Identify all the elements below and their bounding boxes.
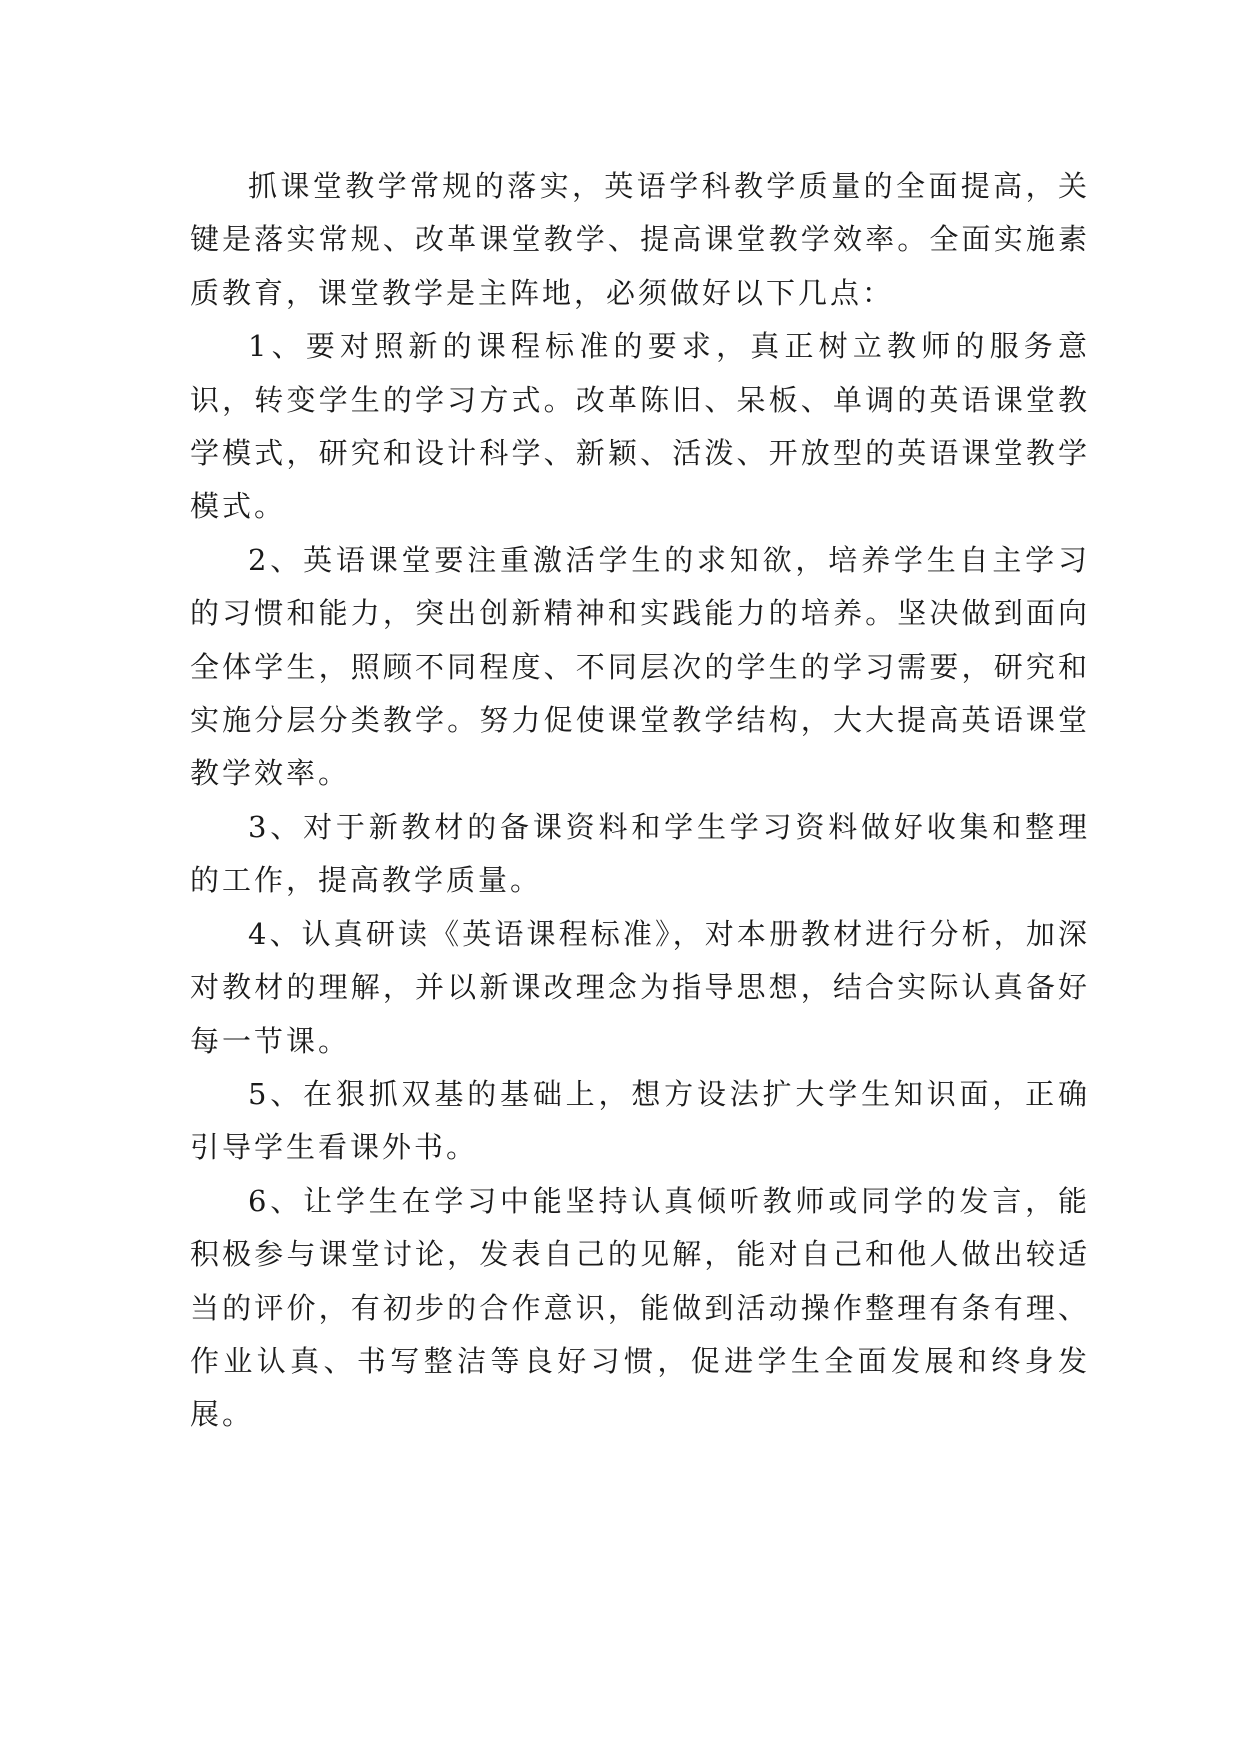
paragraph-item-4: 4、认真研读《英语课程标准》，对本册教材进行分析，加深对教材的理解，并以新课改理念为指导思想，结合实际认真备好每一节课。 [190,916,1090,1058]
paragraph-item-2: 2、英语课堂要注重激活学生的求知欲，培养学生自主学习的习惯和能力，突出创新精神和实践能力的培养。坚决做到面向全体学生，照顾不同程度、不同层次的学生的学习需要，研究和实施分层分类教学。努力促使课堂教学结构，大大提高英语课堂教学效率。 [190,542,1090,791]
document-body [190,160,1090,1442]
paragraph-intro: 抓课堂教学常规的落实，英语学科教学质量的全面提高，关键是落实常规、改革课堂教学、提高课堂教学效率。全面实施素质教育，课堂教学是主阵地，必须做好以下几点： [190,169,1090,310]
paragraph-item-3: 3、对于新教材的备课资料和学生学习资料做好收集和整理的工作，提高教学质量。 [190,809,1090,898]
paragraph-item-6: 6、让学生在学习中能坚持认真倾听教师或同学的发言，能积极参与课堂讨论，发表自己的见解，能对自己和他人做出较适当的评价，有初步的合作意识，能做到活动操作整理有条有理、作业认真、书写整洁等良好习惯，促进学生全面发展和终身发展。 [190,1183,1090,1432]
paragraph-item-1: 1、要对照新的课程标准的要求，真正树立教师的服务意识，转变学生的学习方式。改革陈旧、呆板、单调的英语课堂教学模式，研究和设计科学、新颖、活泼、开放型的英语课堂教学模式。 [190,329,1090,524]
paragraph-item-5: 5、在狠抓双基的基础上，想方设法扩大学生知识面，正确引导学生看课外书。 [190,1076,1090,1165]
